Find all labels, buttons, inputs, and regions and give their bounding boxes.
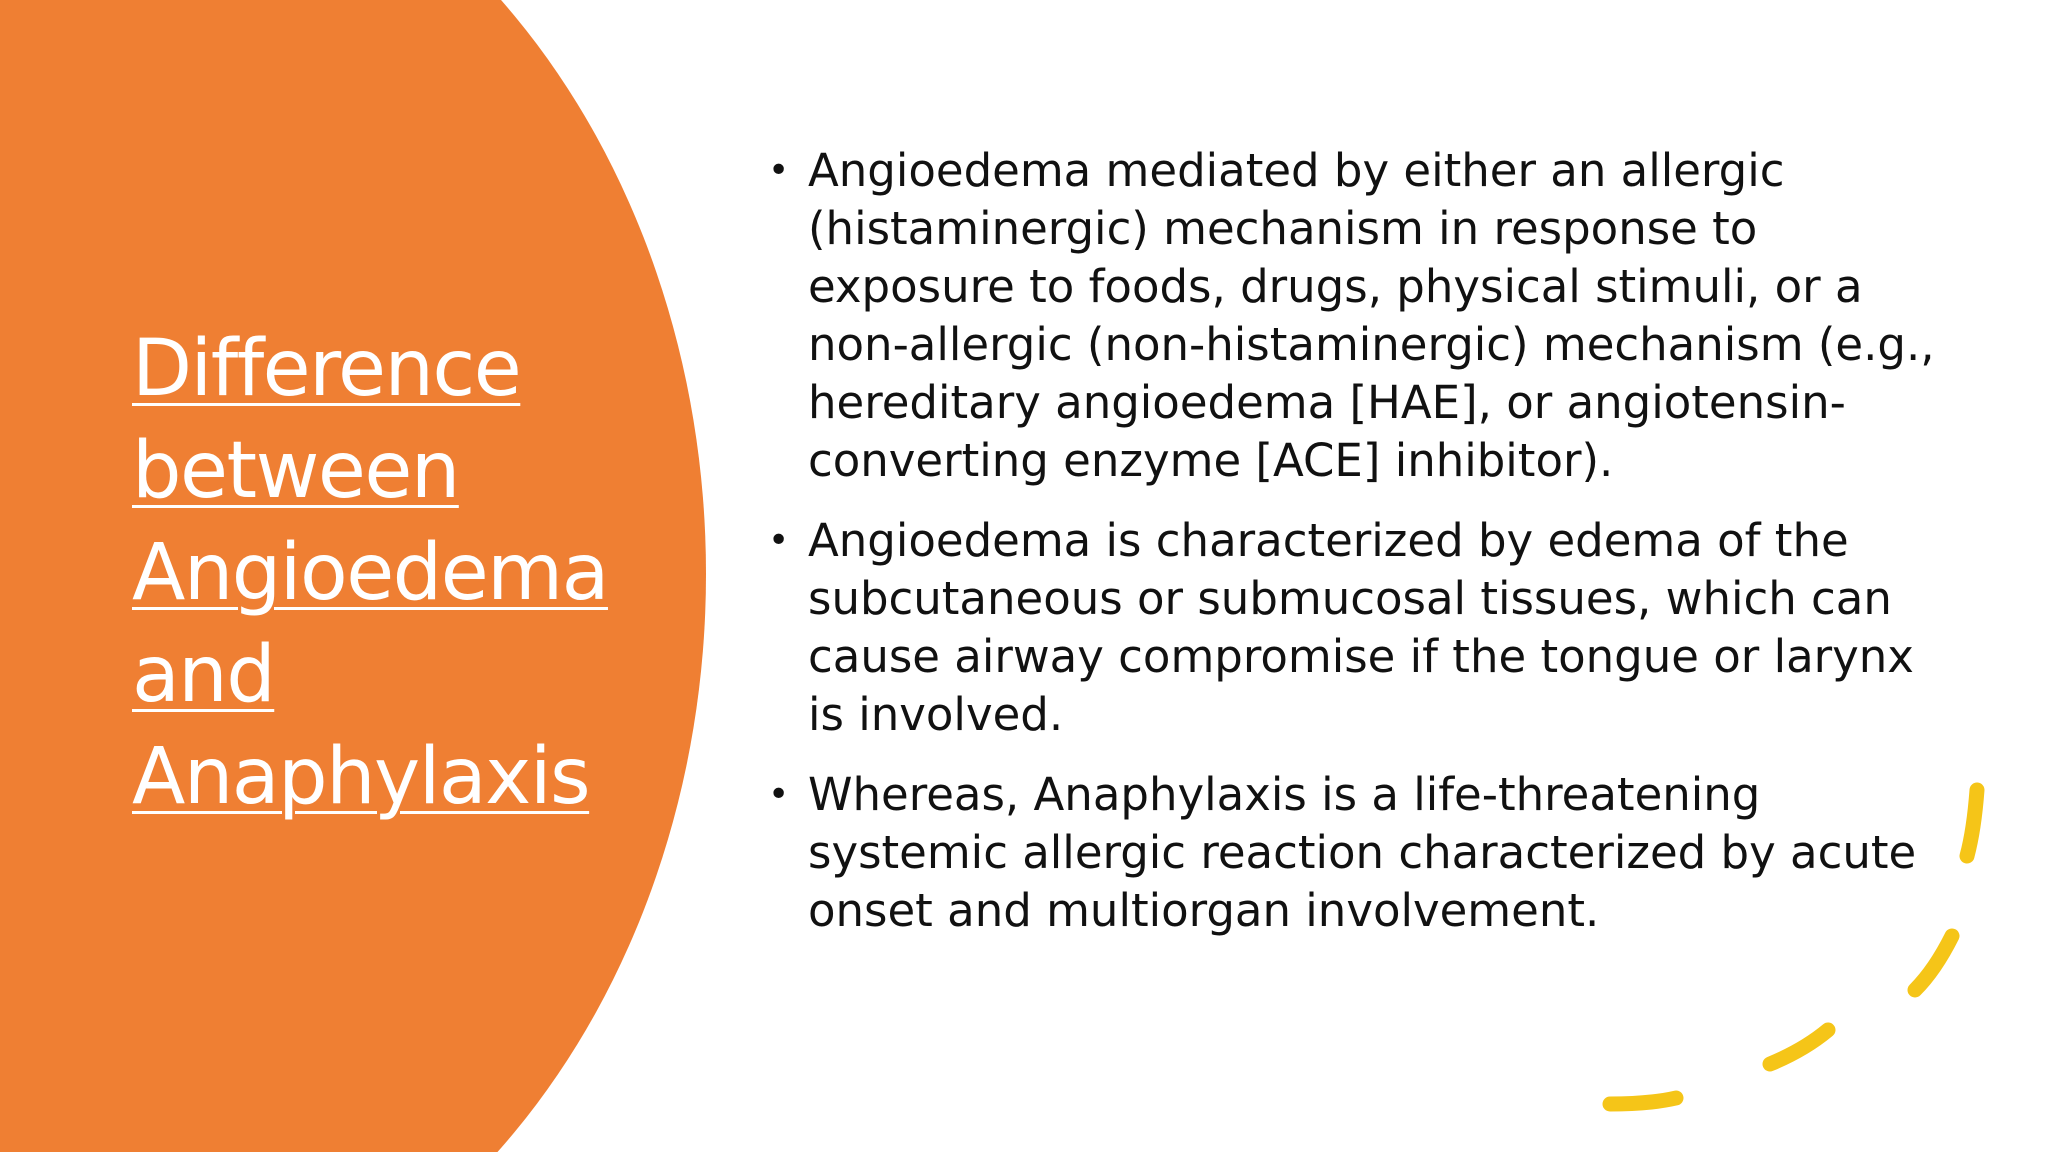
bullet-dot-icon: •: [768, 774, 790, 815]
title-line-2: between: [132, 426, 459, 516]
bullet-dot-icon: •: [768, 520, 790, 561]
dash-1: [1967, 790, 1977, 856]
bullet-text: Angioedema is characterized by edema of the subcutaneous or submucosal tissues, which can cause airway compromise if the tongue or larynx is involved.: [808, 514, 1914, 741]
dash-2: [1915, 936, 1952, 990]
title-line-1: Difference: [132, 324, 521, 414]
title-line-5: Anaphylaxis: [132, 732, 590, 822]
title-line-3: Angioedema: [132, 528, 608, 618]
bullet-text: Angioedema mediated by either an allergic (histaminergic) mechanism in response to exposure to foods, drugs, physical stimuli, or a non-allergic (non-histaminergic) mechanism (e.g., hereditary angioedema [HAE], or angiotensin-converting enzyme [ACE] inhibitor).: [808, 144, 1935, 487]
dash-3: [1770, 1030, 1828, 1064]
dash-4: [1610, 1098, 1676, 1104]
bullet-text: Whereas, Anaphylaxis is a life-threatening systemic allergic reaction characterized by acute onset and multiorgan involvement.: [808, 768, 1917, 937]
bullet-item: [768, 142, 1948, 490]
slide-title[interactable]: [132, 318, 652, 828]
bullet-dot-icon: •: [768, 150, 790, 191]
title-line-4: and: [132, 630, 275, 720]
decorative-dashed-arc: [1580, 760, 2000, 1140]
bullet-item: [768, 512, 1948, 744]
